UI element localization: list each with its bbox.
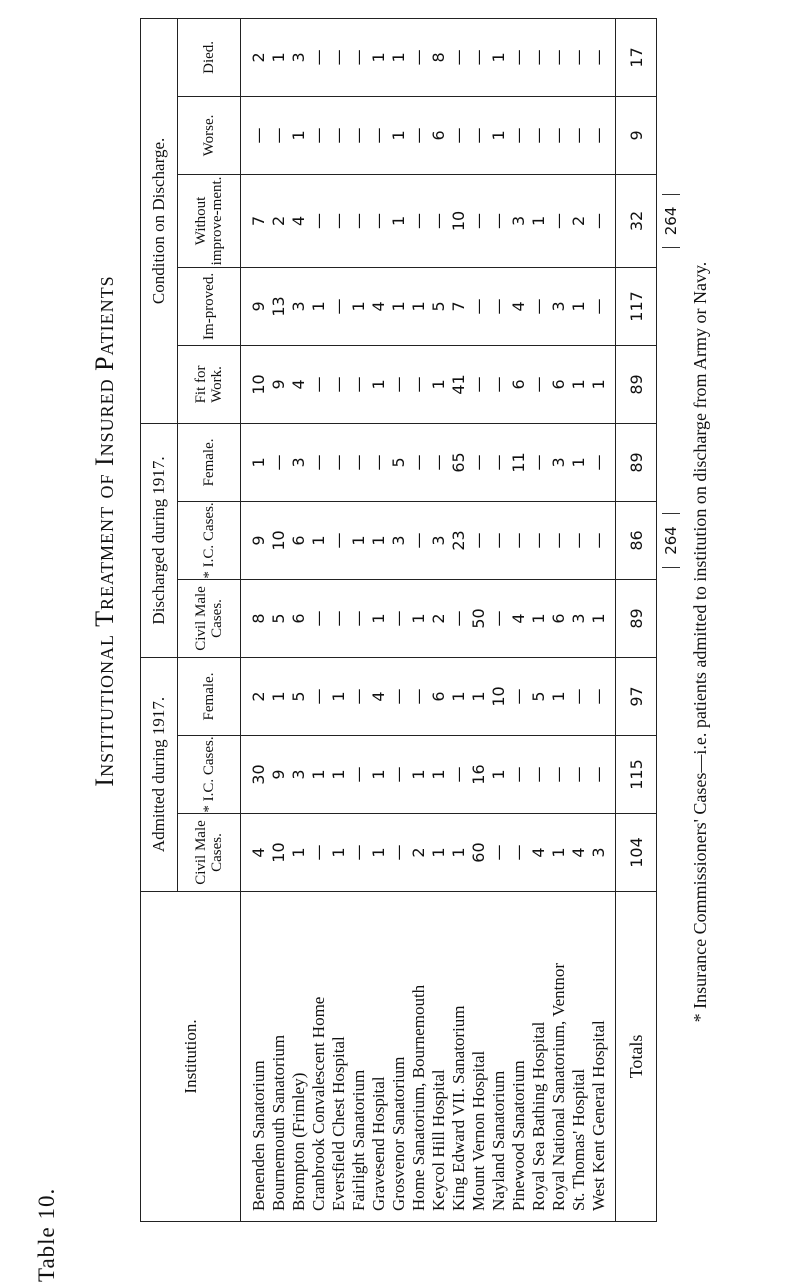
table-cell: 60	[469, 842, 488, 863]
table-cell: —	[509, 766, 528, 783]
table-cell: 3	[389, 535, 408, 546]
table-cell: 1	[429, 769, 448, 780]
table-cell: —	[469, 212, 488, 229]
table-cell: 16	[469, 764, 488, 785]
institution-list	[241, 892, 616, 1222]
table-cell: 1	[429, 847, 448, 858]
table-cell: 1	[369, 847, 388, 858]
table-cell: 5	[289, 691, 308, 702]
table-cell: 5	[429, 301, 448, 312]
table-cell: 10	[249, 374, 268, 395]
table-cell: —	[469, 376, 488, 393]
discharged-civil-male-values	[241, 579, 616, 657]
table-cell: 3	[549, 457, 568, 468]
table-cell: —	[589, 49, 608, 66]
total-discharged-civil-male: 89	[616, 579, 657, 657]
institution-name: Gravesend Hospital	[369, 1076, 388, 1211]
table-cell: 9	[269, 769, 288, 780]
table-cell: —	[469, 532, 488, 549]
table-cell: —	[309, 49, 328, 66]
table-cell: —	[349, 454, 368, 471]
table-cell: 1	[409, 301, 428, 312]
table-cell: —	[589, 532, 608, 549]
died-header: Died.	[178, 18, 241, 96]
table-cell: —	[349, 49, 368, 66]
table-cell: 23	[449, 530, 468, 551]
table-cell: —	[369, 454, 388, 471]
table-label: Table 10.	[34, 1187, 59, 1282]
table-cell: 9	[249, 301, 268, 312]
table-cell: 3	[509, 215, 528, 227]
table-cell: —	[469, 127, 488, 144]
institution-name: Royal Sea Bathing Hospital	[529, 1021, 548, 1211]
table-cell: —	[469, 454, 488, 471]
discharged-ic-values	[241, 501, 616, 579]
table-cell: —	[309, 844, 328, 861]
table-cell: —	[409, 376, 428, 393]
table-cell: —	[489, 376, 508, 393]
bracket-row	[657, 18, 686, 1221]
table-cell: 1	[389, 130, 408, 141]
institution-header: Institution.	[141, 892, 241, 1222]
without-improvement-header: Without improve-ment.	[178, 174, 241, 267]
table-cell: —	[569, 766, 588, 783]
table-cell: 3	[289, 457, 308, 468]
institution-name: Nayland Sanatorium	[489, 1070, 508, 1211]
table-cell: —	[509, 688, 528, 705]
table-cell: 10	[449, 210, 468, 232]
table-cell: 4	[289, 215, 308, 227]
discharged-ic-header: * I.C. Cases.	[178, 501, 241, 579]
discharged-female-values	[241, 423, 616, 501]
table-cell: 1	[489, 52, 508, 63]
table-cell: 3	[569, 613, 588, 624]
table-cell: 1	[269, 52, 288, 63]
total-worse: 9	[616, 96, 657, 174]
table-cell: 8	[429, 52, 448, 63]
table-cell: —	[569, 532, 588, 549]
admitted-civil-male-values	[241, 814, 616, 892]
table-cell: —	[409, 49, 428, 66]
table-cell: 2	[249, 691, 268, 702]
table-cell: 9	[269, 379, 288, 390]
table-cell: —	[329, 376, 348, 393]
table-cell: 3	[289, 52, 308, 63]
table-cell: 1	[349, 301, 368, 312]
table-cell: —	[589, 127, 608, 144]
table-cell: —	[569, 688, 588, 705]
table-cell: —	[409, 454, 428, 471]
table-cell: —	[309, 688, 328, 705]
totals-row	[616, 18, 657, 1221]
table-cell: 10	[269, 842, 288, 863]
page-title	[90, 0, 120, 1282]
table-cell: —	[589, 212, 608, 229]
table-cell: —	[269, 127, 288, 144]
table-cell: —	[529, 532, 548, 549]
institution-name: Keycol Hill Hospital	[429, 1069, 448, 1211]
table-cell: —	[389, 688, 408, 705]
table-cell: 6	[549, 379, 568, 390]
table-cell: 1	[249, 457, 268, 468]
table-cell: —	[269, 454, 288, 471]
improved-values	[241, 267, 616, 345]
admitted-ic-header: * I.C. Cases.	[178, 736, 241, 814]
table-cell: 6	[429, 691, 448, 702]
table-cell: —	[329, 212, 348, 229]
table-cell: —	[329, 532, 348, 549]
table-cell: —	[509, 49, 528, 66]
table-cell: 2	[569, 215, 588, 227]
institution-name: Cranbrook Convalescent Home	[309, 996, 328, 1211]
table-cell: 8	[249, 613, 268, 624]
table-cell: 1	[529, 613, 548, 624]
table-cell: —	[589, 766, 608, 783]
discharged-civil-male-header: Civil Male Cases.	[178, 579, 241, 657]
admitted-ic-values	[241, 736, 616, 814]
table-cell: —	[529, 766, 548, 783]
table-cell: —	[529, 454, 548, 471]
table-cell: —	[509, 844, 528, 861]
institution-name: Brompton (Frimley)	[289, 1072, 308, 1211]
table-cell: 1	[369, 379, 388, 390]
total-admitted-female: 97	[616, 657, 657, 735]
table-cell: —	[589, 454, 608, 471]
table-cell: 4	[509, 301, 528, 312]
admitted-female-header: Female.	[178, 657, 241, 735]
body-row	[241, 18, 616, 1221]
table-cell: 5	[389, 457, 408, 468]
table-cell: 1	[549, 691, 568, 702]
table-cell: 4	[369, 301, 388, 312]
table-cell: —	[449, 49, 468, 66]
table-cell: —	[409, 688, 428, 705]
table-cell: 1	[389, 301, 408, 312]
table-cell: —	[309, 376, 328, 393]
table-cell: 1	[489, 769, 508, 780]
condition-group-header: Condition on Discharge.	[141, 18, 178, 423]
totals-label: Totals	[616, 892, 657, 1222]
table-cell: 10	[489, 686, 508, 707]
improved-header: Im-proved.	[178, 267, 241, 345]
table-cell: 1	[589, 379, 608, 390]
condition-sum-bracket	[657, 18, 686, 423]
table-cell: 1	[469, 691, 488, 702]
table-cell: —	[449, 610, 468, 627]
table-cell: 6	[429, 130, 448, 141]
table-cell: —	[489, 844, 508, 861]
table-cell: —	[529, 127, 548, 144]
table-cell: 1	[389, 52, 408, 63]
table-cell: 1	[329, 847, 348, 858]
table-cell: —	[509, 127, 528, 144]
fit-for-work-header: Fit for Work.	[178, 345, 241, 423]
table-cell: 6	[289, 613, 308, 624]
table-cell: —	[429, 454, 448, 471]
table-cell: —	[309, 212, 328, 229]
table-cell: 1	[429, 379, 448, 390]
table-cell: 1	[489, 130, 508, 141]
table-cell: 1	[329, 691, 348, 702]
table-cell: —	[369, 212, 388, 229]
table-cell: 6	[289, 535, 308, 546]
institution-name: Home Sanatorium, Bournemouth	[409, 984, 428, 1211]
table-cell: —	[409, 127, 428, 144]
table-cell: 1	[369, 769, 388, 780]
table-cell: 5	[529, 691, 548, 702]
table-cell: 4	[369, 691, 388, 702]
table-cell: 4	[509, 613, 528, 624]
total-improved: 117	[616, 267, 657, 345]
discharged-female-header: Female.	[178, 423, 241, 501]
table-cell: —	[249, 127, 268, 144]
table-cell: —	[349, 376, 368, 393]
table-cell: —	[489, 610, 508, 627]
table-cell: 7	[249, 215, 268, 227]
total-discharged-female: 89	[616, 423, 657, 501]
table-cell: 1	[369, 613, 388, 624]
table-cell: 2	[429, 613, 448, 624]
table-cell: 1	[409, 769, 428, 780]
table-cell: 1	[369, 535, 388, 546]
table-cell: 1	[569, 301, 588, 312]
patients-table	[140, 18, 685, 1222]
table-cell: 1	[309, 535, 328, 546]
table-cell: 10	[269, 530, 288, 551]
table-cell: 1	[369, 52, 388, 63]
table-cell: 6	[549, 613, 568, 624]
table-cell: 2	[249, 52, 268, 63]
table-cell: 1	[289, 847, 308, 858]
table-cell: 1	[409, 613, 428, 624]
footnote: * Insurance Commissioners' Cases—i.e. patients admitted to institution on discharge from Army or Navy.	[690, 261, 710, 1023]
table-cell: 65	[449, 452, 468, 473]
table-cell: 9	[249, 535, 268, 546]
institution-name: West Kent General Hospital	[589, 1020, 608, 1211]
table-cell: 30	[249, 764, 268, 785]
table-cell: —	[449, 127, 468, 144]
table-cell: —	[309, 610, 328, 627]
condition-sum: 264	[662, 194, 680, 249]
table-cell: 4	[529, 847, 548, 858]
discharged-sum: 264	[662, 513, 680, 568]
table-cell: —	[549, 532, 568, 549]
institution-name: Bournemouth Sanatorium	[269, 1034, 288, 1211]
table-cell: —	[529, 298, 548, 315]
institution-name: King Edward VII. Sanatorium	[449, 1005, 468, 1211]
worse-header: Worse.	[178, 96, 241, 174]
institution-name: Eversfield Chest Hospital	[329, 1036, 348, 1211]
table-cell: —	[489, 532, 508, 549]
table-cell: —	[349, 127, 368, 144]
total-admitted-ic: 115	[616, 736, 657, 814]
discharged-sum-bracket	[657, 423, 686, 657]
table-cell: 5	[269, 613, 288, 624]
table-cell: 1	[569, 457, 588, 468]
institution-name: St. Thomas' Hospital	[569, 1068, 588, 1211]
discharged-group-header: Discharged during 1917.	[141, 423, 178, 657]
table-cell: 1	[549, 847, 568, 858]
table-cell: —	[529, 376, 548, 393]
table-cell: —	[529, 49, 548, 66]
institution-name: Mount Vernon Hospital	[469, 1050, 488, 1211]
table-cell: 1	[269, 691, 288, 702]
fit-for-work-values	[241, 345, 616, 423]
table-cell: —	[389, 610, 408, 627]
table-cell: —	[389, 376, 408, 393]
table-cell: 41	[449, 374, 468, 395]
table-cell: 4	[289, 379, 308, 390]
table-cell: 1	[529, 215, 548, 227]
table-cell: 2	[409, 847, 428, 858]
table-cell: 2	[269, 215, 288, 227]
table-cell: 3	[289, 301, 308, 312]
total-discharged-ic: 86	[616, 501, 657, 579]
table-cell: 1	[309, 769, 328, 780]
table-cell: 3	[549, 301, 568, 312]
admitted-group-header: Admitted during 1917.	[141, 657, 178, 891]
total-died: 17	[616, 18, 657, 96]
table-cell: —	[469, 49, 488, 66]
table-cell: —	[589, 298, 608, 315]
table-cell: 4	[569, 847, 588, 858]
table-cell: —	[589, 688, 608, 705]
total-fit-for-work: 89	[616, 345, 657, 423]
table-cell: —	[389, 844, 408, 861]
table-cell: —	[329, 127, 348, 144]
institution-name: Fairlight Sanatorium	[349, 1069, 368, 1211]
table-cell: —	[569, 49, 588, 66]
table-cell: —	[389, 766, 408, 783]
table-cell: —	[549, 766, 568, 783]
table-cell: 6	[509, 379, 528, 390]
table-cell: —	[309, 454, 328, 471]
worse-values	[241, 96, 616, 174]
table-cell: —	[429, 212, 448, 229]
table-cell: —	[349, 766, 368, 783]
admitted-female-values	[241, 657, 616, 735]
table-cell: 1	[389, 215, 408, 227]
table-cell: —	[349, 610, 368, 627]
admitted-civil-male-header: Civil Male Cases.	[178, 814, 241, 892]
institution-name: Grosvenor Sanatorium	[389, 1056, 408, 1211]
table-cell: 1	[349, 535, 368, 546]
table-cell: —	[469, 298, 488, 315]
table-cell: 1	[289, 130, 308, 141]
table-cell: 3	[429, 535, 448, 546]
table-cell: —	[329, 610, 348, 627]
died-values	[241, 18, 616, 96]
table-cell: —	[569, 127, 588, 144]
table-cell: 4	[249, 847, 268, 858]
table-cell: —	[489, 454, 508, 471]
institution-name: Royal National Sanatorium, Ventnor	[549, 962, 568, 1211]
table-cell: 1	[309, 301, 328, 312]
table-cell: —	[329, 454, 348, 471]
table-cell: —	[349, 212, 368, 229]
table-cell: —	[349, 688, 368, 705]
total-without-improvement: 32	[616, 174, 657, 267]
table-cell: 1	[449, 847, 468, 858]
table-cell: —	[329, 49, 348, 66]
table-cell: —	[329, 298, 348, 315]
table-cell: 11	[509, 452, 528, 473]
table-cell: —	[369, 127, 388, 144]
institution-name: Pinewood Sanatorium	[509, 1060, 528, 1211]
table-cell: —	[449, 766, 468, 783]
table-cell: 3	[589, 847, 608, 858]
table-cell: —	[549, 49, 568, 66]
table-cell: 1	[329, 769, 348, 780]
table-cell: —	[309, 127, 328, 144]
table-cell: —	[549, 212, 568, 229]
table-cell: 3	[289, 769, 308, 780]
table-cell: 13	[269, 296, 288, 317]
table-cell: —	[409, 532, 428, 549]
table-cell: 50	[469, 608, 488, 629]
table-cell: —	[349, 844, 368, 861]
table-cell: 1	[589, 613, 608, 624]
total-admitted-civil-male: 104	[616, 814, 657, 892]
institution-name: Benenden Sanatorium	[249, 1060, 268, 1211]
table-cell: —	[489, 212, 508, 229]
table-cell: —	[409, 212, 428, 229]
table-cell: 7	[449, 301, 468, 312]
without-improvement-values	[241, 174, 616, 267]
group-header-row	[141, 18, 178, 1221]
page-title-text: Institutional Treatment of Insured Patients	[90, 275, 119, 787]
table-cell: —	[509, 532, 528, 549]
table-cell: 1	[569, 379, 588, 390]
table-cell: —	[549, 127, 568, 144]
table-cell: 1	[449, 691, 468, 702]
table-cell: —	[489, 298, 508, 315]
